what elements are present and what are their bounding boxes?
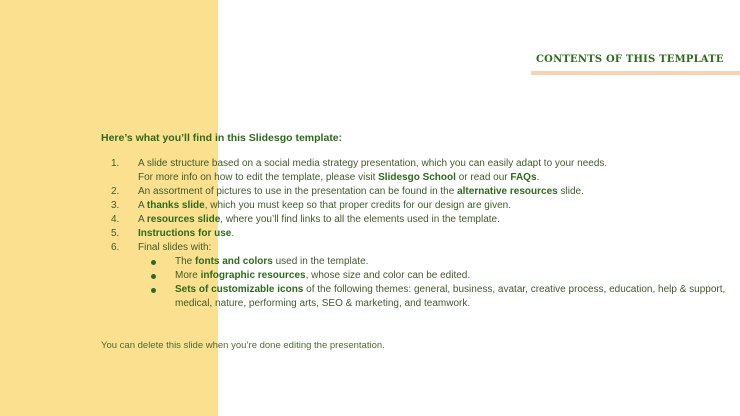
title-underline-bar bbox=[531, 71, 740, 75]
list-text: For more info on how to edit the template, please visit bbox=[138, 172, 379, 183]
fonts-and-colors-text: fonts and colors bbox=[195, 256, 273, 267]
list-text: An assortment of pictures to use in the presentation can be found in the bbox=[138, 186, 458, 197]
intro-heading: Here’s what you’ll find in this Slidesgo template: bbox=[101, 132, 343, 144]
thanks-slide-text: thanks slide bbox=[146, 200, 205, 211]
list-text: , which you must keep so that proper credits for our design are given. bbox=[204, 200, 511, 211]
bullet-item bbox=[101, 269, 731, 283]
list-item bbox=[101, 185, 731, 199]
list-text: Final slides with: bbox=[138, 242, 212, 253]
resources-slide-text: resources slide bbox=[146, 214, 221, 225]
list-text: slide. bbox=[557, 186, 584, 197]
list-text: A bbox=[138, 214, 147, 225]
bullet-text: More bbox=[175, 270, 201, 281]
alternative-resources-text: alternative resources bbox=[457, 186, 558, 197]
bullet-text: used in the template. bbox=[272, 256, 369, 267]
list-text: , where you’ll find links to all the elements used in the template. bbox=[220, 214, 500, 225]
list-item bbox=[101, 213, 731, 227]
content-body bbox=[101, 131, 731, 311]
list-number: 5. bbox=[111, 228, 120, 239]
list-text: . bbox=[231, 228, 235, 239]
list-text: A slide structure based on a social media strategy presentation, which you can easily adapt to your needs. bbox=[138, 158, 608, 169]
list-item bbox=[101, 199, 731, 213]
list-number: 6. bbox=[111, 242, 120, 253]
footer-note: You can delete this slide when you’re done editing the presentation. bbox=[101, 340, 385, 351]
list-text: . bbox=[536, 172, 540, 183]
faqs-link[interactable]: FAQs bbox=[510, 172, 537, 183]
list-item bbox=[101, 241, 731, 255]
customizable-icons-text: Sets of customizable icons bbox=[175, 284, 304, 295]
bullet-text: of the following themes: general, business, avatar, creative process, education, help & support, medical, nature, performing arts, SEO & marketing, and teamwork. bbox=[175, 284, 726, 309]
bullet-item bbox=[101, 283, 731, 311]
list-item bbox=[101, 157, 731, 185]
slidesgo-school-link[interactable]: Slidesgo School bbox=[378, 172, 456, 183]
bullet-dot-icon bbox=[151, 260, 156, 265]
infographic-resources-text: infographic resources bbox=[200, 270, 306, 281]
bullet-text: , whose size and color can be edited. bbox=[305, 270, 471, 281]
title-block bbox=[536, 54, 740, 65]
list-number: 4. bbox=[111, 214, 120, 225]
list-number: 3. bbox=[111, 200, 120, 211]
slide-title: CONTENTS OF THIS TEMPLATE bbox=[536, 54, 724, 65]
list-text: or read our bbox=[455, 172, 511, 183]
list-item bbox=[101, 227, 731, 241]
list-text: A bbox=[138, 200, 147, 211]
list-number: 2. bbox=[111, 186, 120, 197]
bullet-text: The bbox=[175, 256, 196, 267]
bullet-dot-icon bbox=[151, 288, 156, 293]
bullet-item bbox=[101, 255, 731, 269]
bullet-dot-icon bbox=[151, 274, 156, 279]
instructions-for-use-text: Instructions for use bbox=[138, 228, 232, 239]
list-number: 1. bbox=[111, 158, 120, 169]
